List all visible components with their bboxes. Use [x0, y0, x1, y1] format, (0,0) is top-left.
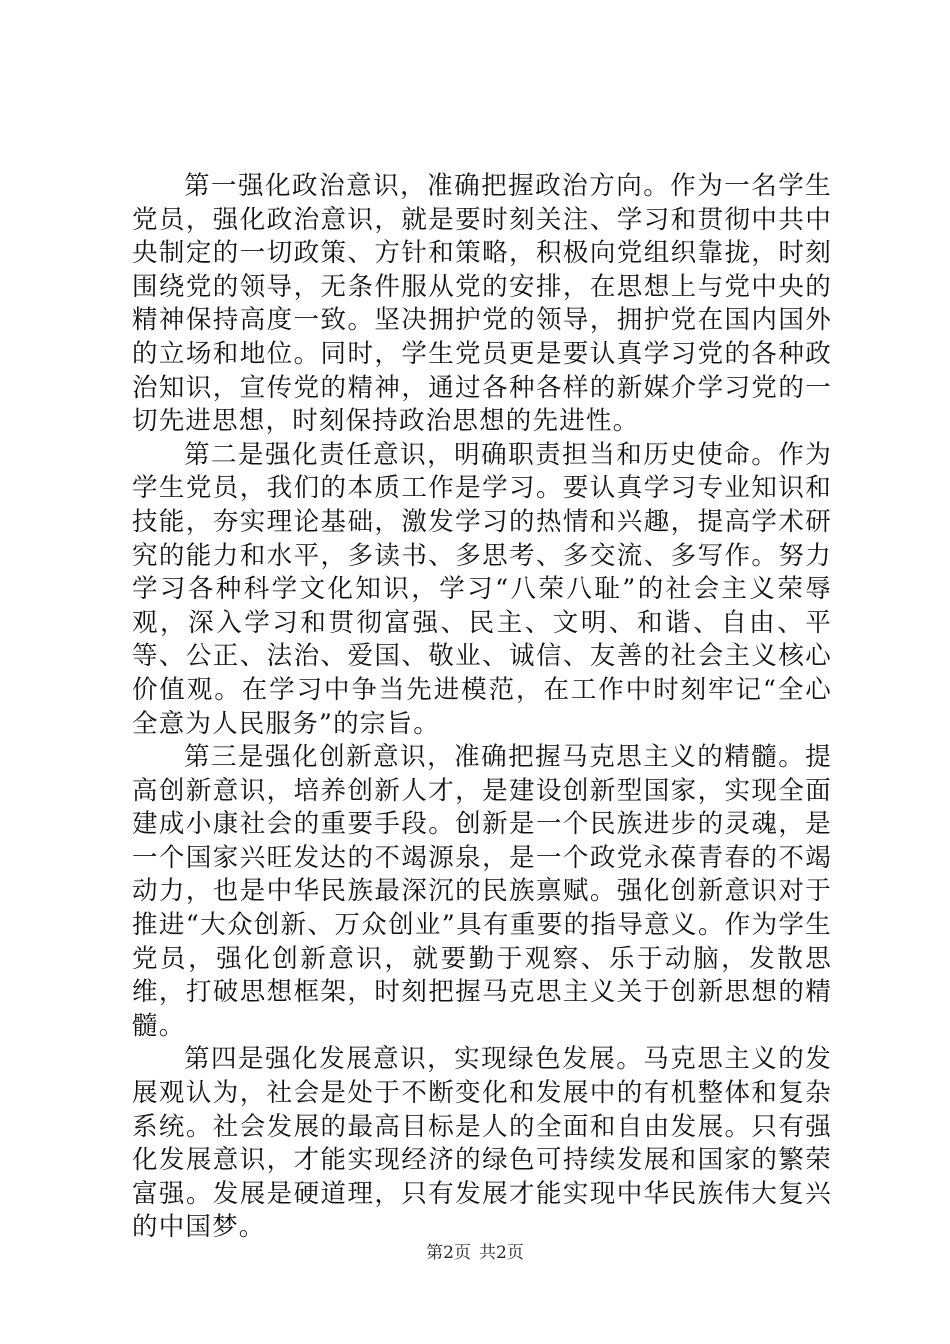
paragraph-development-awareness: 第四是强化发展意识，实现绿色发展。马克思主义的发展观认为，社会是处于不断变化和发展中的有机整体和复杂系统。社会发展的最高目标是人的全面和自由发展。只有强化发展意识，才能实现经济的绿色可持续发展和国家的繁荣富强。发展是硬道理，只有发展才能实现中华民族伟大复兴的中国梦。 — [132, 1044, 832, 1243]
paragraph-innovation-awareness: 第三是强化创新意识，准确把握马克思主义的精髓。提高创新意识，培养创新人才，是建设创新型国家，实现全面建成小康社会的重要手段。创新是一个民族进步的灵魂，是一个国家兴旺发达的不竭源泉，是一个政党永葆青春的不竭动力，也是中华民族最深沉的民族禀赋。强化创新意识对于推进“大众创新、万众创业”具有重要的指导意义。作为学生党员，强化创新意识，就要勤于观察、乐于动脑，发散思维，打破思想框架，时刻把握马克思主义关于创新思想的精髓。 — [132, 742, 832, 1041]
paragraph-political-awareness: 第一强化政治意识，准确把握政治方向。作为一名学生党员，强化政治意识，就是要时刻关注、学习和贯彻中共中央制定的一切政策、方针和策略，积极向党组织靠拢，时刻围绕党的领导，无条件服从党的安排，在思想上与党中央的精神保持高度一致。坚决拥护党的领导，拥护党在国内国外的立场和地位。同时，学生党员更是要认真学习党的各种政治知识，宣传党的精神，通过各种各样的新媒介学习党的一切先进思想，时刻保持政治思想的先进性。 — [132, 171, 832, 437]
page-number-current: 第2页 — [426, 1243, 471, 1263]
paragraph-responsibility-awareness: 第二是强化责任意识，明确职责担当和历史使命。作为学生党员，我们的本质工作是学习。要认真学习专业知识和技能，夯实理论基础，激发学习的热情和兴趣，提高学术研究的能力和水平，多读书、多思考、多交流、多写作。努力学习各种科学文化知识，学习“八荣八耻”的社会主义荣辱观，深入学习和贯彻富强、民主、文明、和谐、自由、平等、公正、法治、爱国、敬业、诚信、友善的社会主义核心价值观。在学习中争当先进模范，在工作中时刻牢记“全心全意为人民服务”的宗旨。 — [132, 439, 832, 739]
page-footer — [0, 1242, 950, 1264]
document-body — [132, 170, 832, 1245]
page-number-total: 共2页 — [479, 1243, 524, 1263]
